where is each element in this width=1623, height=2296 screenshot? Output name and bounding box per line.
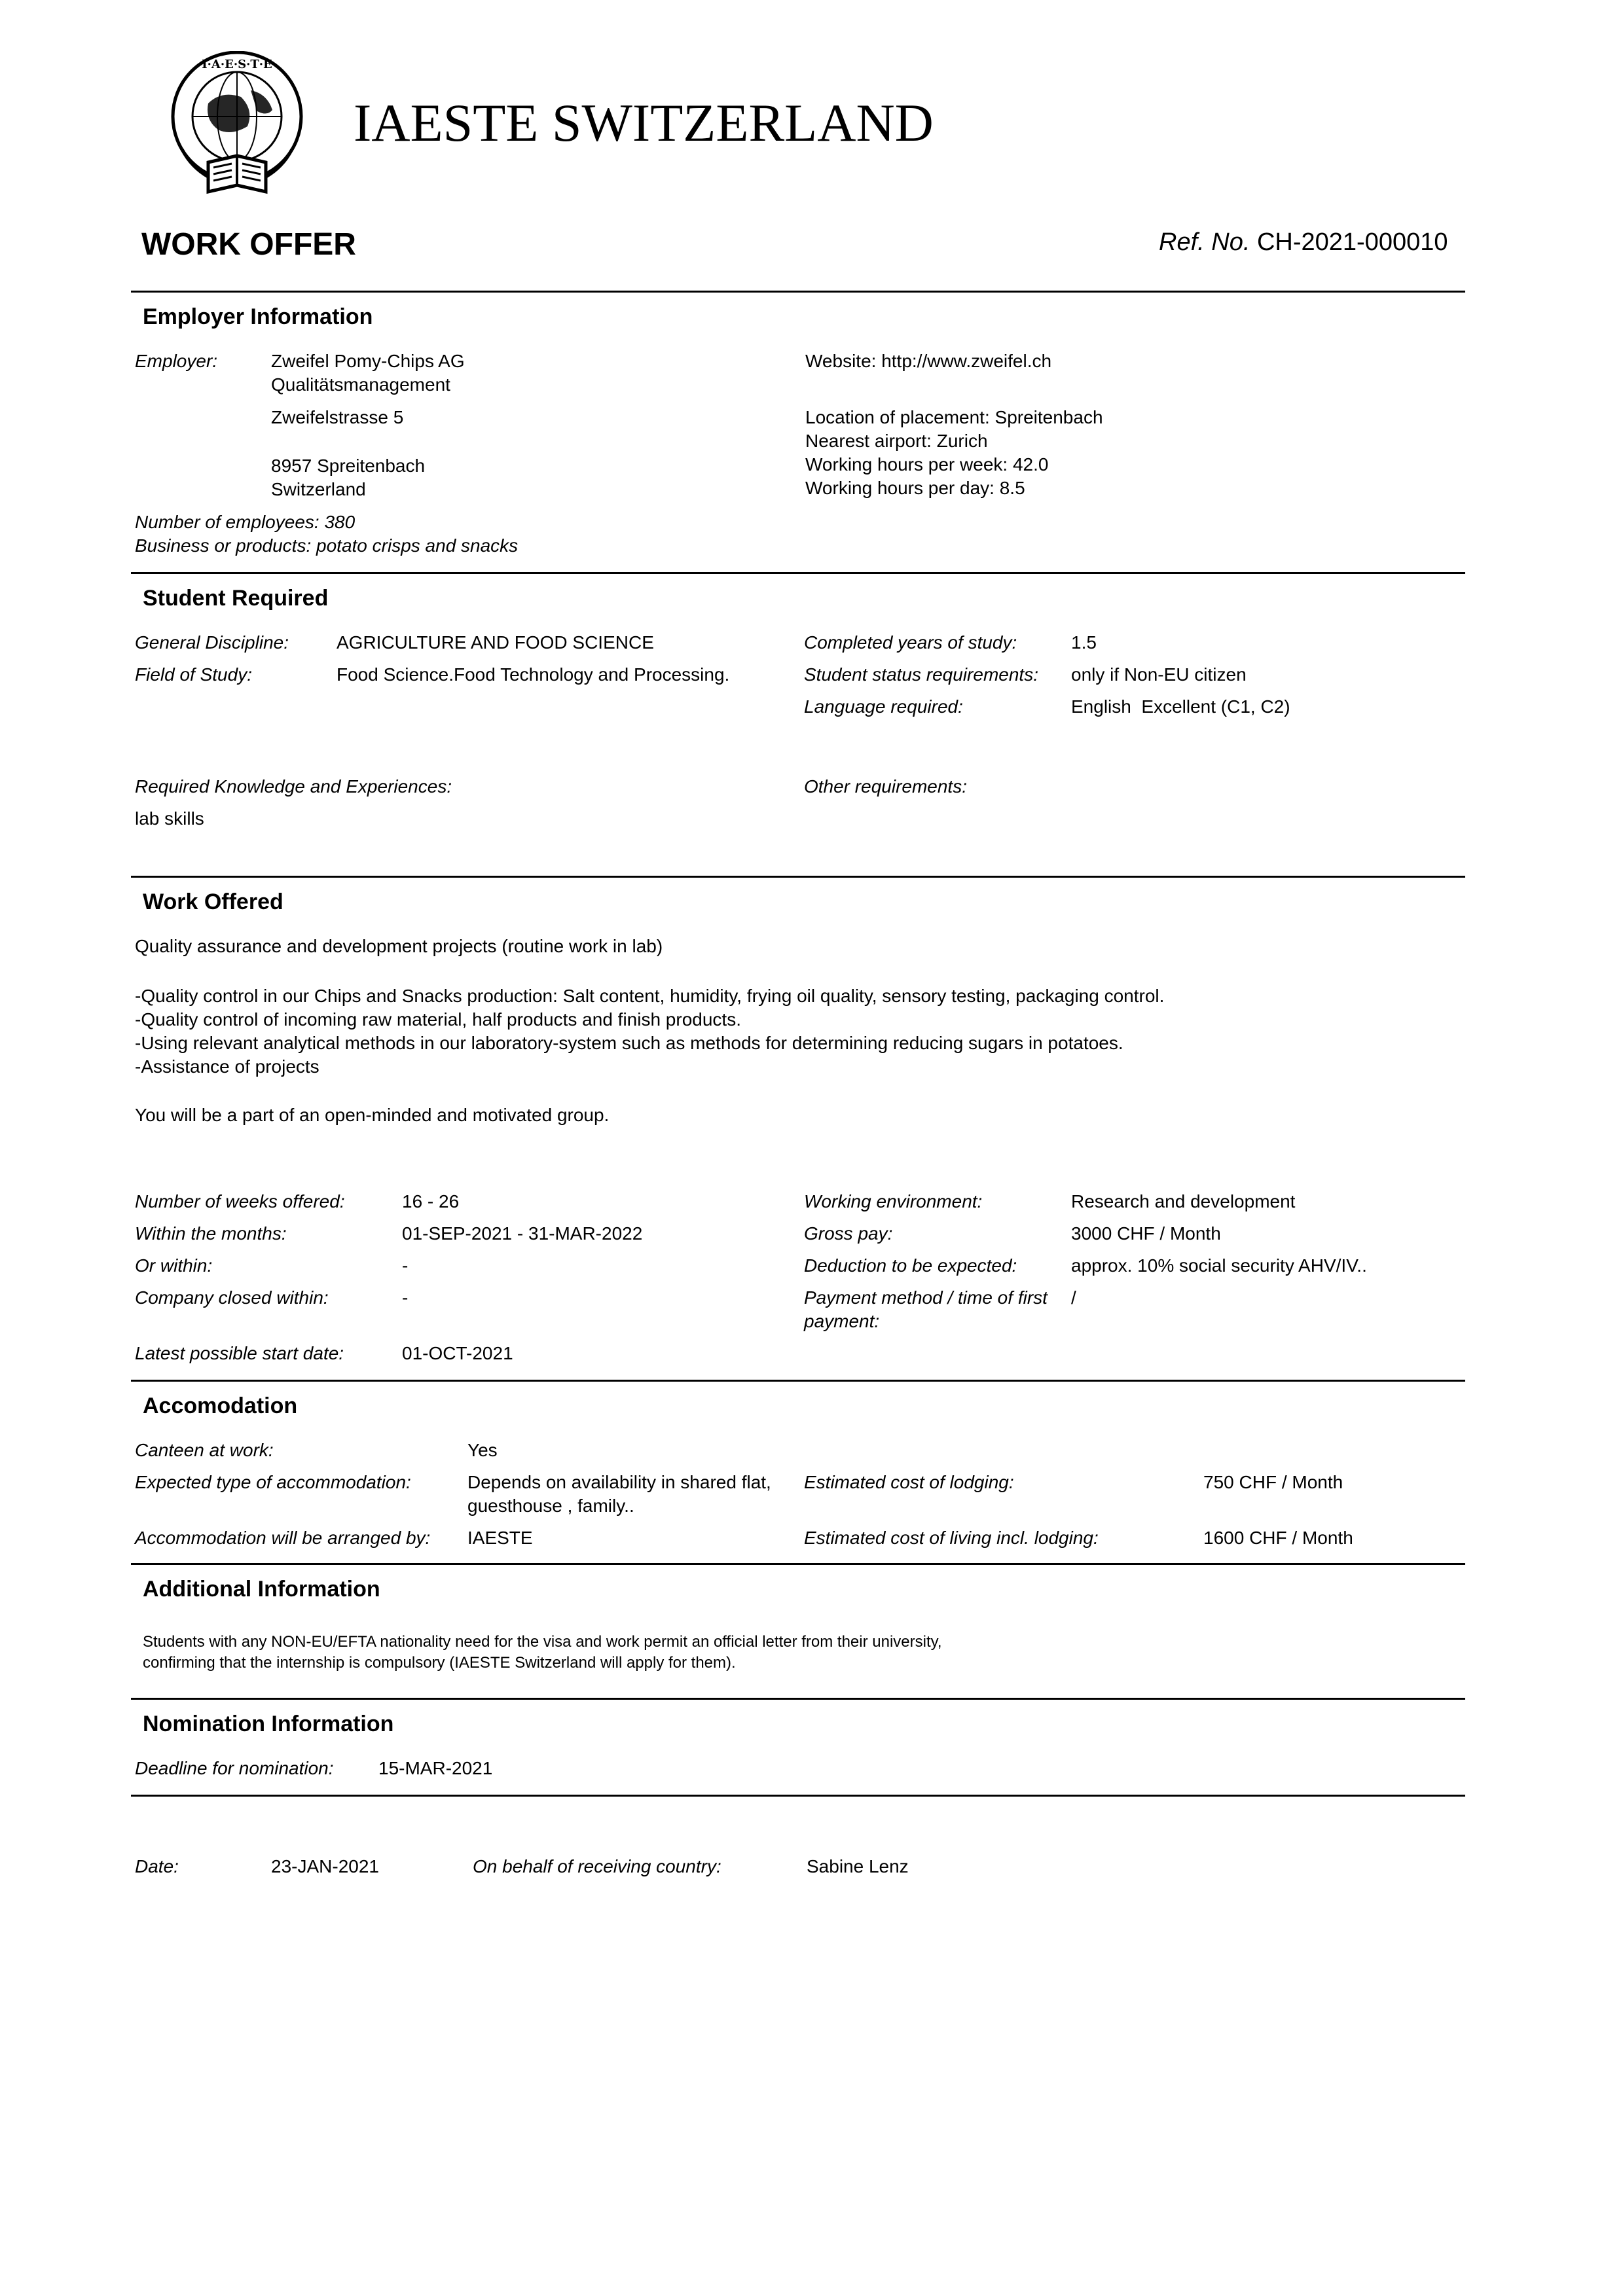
- iaeste-logo: [169, 51, 305, 200]
- arranged-by-value: IAESTE: [467, 1528, 533, 1548]
- employer-name: Zweifel Pomy-Chips AG: [271, 351, 465, 371]
- divider: [131, 1563, 1465, 1565]
- years-of-study-value: 1.5: [1071, 632, 1097, 653]
- reference-number: [1159, 226, 1448, 258]
- number-of-employees: Number of employees: 380: [135, 512, 356, 532]
- or-within-value: -: [402, 1255, 409, 1276]
- ref-label: Ref. No.: [1159, 228, 1250, 256]
- canteen-value: Yes: [467, 1440, 498, 1460]
- knowledge-value: lab skills: [135, 808, 204, 829]
- payment-method-label: Payment method / time of first: [804, 1287, 1048, 1308]
- date-label: Date:: [135, 1856, 179, 1876]
- environment-value: Research and development: [1071, 1191, 1296, 1211]
- business-products: Business or products: potato crisps and snacks: [135, 535, 519, 556]
- placement-location: Location of placement: Spreitenbach: [805, 407, 1103, 427]
- months-value: 01-SEP-2021 - 31-MAR-2022: [402, 1223, 643, 1244]
- employer-country: Switzerland: [271, 479, 366, 499]
- arranged-by-label: Accommodation will be arranged by:: [135, 1528, 431, 1548]
- or-within-label: Or within:: [135, 1255, 213, 1276]
- date-value: 23-JAN-2021: [271, 1856, 379, 1876]
- work-bullet: -Using relevant analytical methods in our laboratory-system such as methods for determining reducing sugars in potatoes.: [135, 1033, 1123, 1053]
- divider: [131, 291, 1465, 293]
- student-status-label: Student status requirements:: [804, 664, 1038, 685]
- lodging-cost-label: Estimated cost of lodging:: [804, 1472, 1014, 1492]
- nomination-section-title: Nomination Information: [143, 1712, 394, 1736]
- student-status-value: only if Non-EU citizen: [1071, 664, 1247, 685]
- gross-pay-label: Gross pay:: [804, 1223, 893, 1244]
- employer-department: Qualitätsmanagement: [271, 374, 450, 395]
- field-of-study-value: Food Science.Food Technology and Processing.: [337, 664, 730, 685]
- work-bullet: -Quality control of incoming raw material, half products and finish products.: [135, 1009, 741, 1030]
- additional-section-title: Additional Information: [143, 1577, 380, 1602]
- accommodation-type-label: Expected type of accommodation:: [135, 1472, 411, 1492]
- language-label: Language required:: [804, 696, 963, 717]
- work-closing: You will be a part of an open-minded and motivated group.: [135, 1105, 610, 1125]
- additional-text-cont: confirming that the internship is compulsory (IAESTE Switzerland will apply for them).: [143, 1654, 736, 1672]
- months-label: Within the months:: [135, 1223, 287, 1244]
- discipline-label: General Discipline:: [135, 632, 289, 653]
- behalf-label: On behalf of receiving country:: [473, 1856, 721, 1876]
- employer-label: Employer:: [135, 351, 218, 371]
- field-of-study-label: Field of Study:: [135, 664, 252, 685]
- accommodation-section-title: Accomodation: [143, 1393, 298, 1418]
- company-closed-label: Company closed within:: [135, 1287, 329, 1308]
- living-cost-value: 1600 CHF / Month: [1203, 1528, 1353, 1548]
- discipline-value: AGRICULTURE AND FOOD SCIENCE: [337, 632, 654, 653]
- employer-city: 8957 Spreitenbach: [271, 456, 426, 476]
- accommodation-type-value-cont: guesthouse , family..: [467, 1496, 634, 1516]
- deduction-label: Deduction to be expected:: [804, 1255, 1017, 1276]
- payment-method-value: /: [1071, 1287, 1076, 1308]
- divider: [131, 1380, 1465, 1382]
- divider: [131, 1795, 1465, 1797]
- employer-website: Website: http://www.zweifel.ch: [805, 351, 1052, 371]
- student-section-title: Student Required: [143, 586, 329, 611]
- gross-pay-value: 3000 CHF / Month: [1071, 1223, 1221, 1244]
- living-cost-label: Estimated cost of living incl. lodging:: [804, 1528, 1099, 1548]
- deadline-label: Deadline for nomination:: [135, 1758, 334, 1778]
- canteen-label: Canteen at work:: [135, 1440, 274, 1460]
- deduction-value: approx. 10% social security AHV/IV..: [1071, 1255, 1367, 1276]
- years-of-study-label: Completed years of study:: [804, 632, 1017, 653]
- lodging-cost-value: 750 CHF / Month: [1203, 1472, 1343, 1492]
- payment-method-label-cont: payment:: [804, 1311, 880, 1331]
- work-bullet: -Assistance of projects: [135, 1056, 319, 1077]
- divider: [131, 572, 1465, 574]
- knowledge-label: Required Knowledge and Experiences:: [135, 776, 452, 797]
- work-section-title: Work Offered: [143, 889, 283, 914]
- other-requirements-label: Other requirements:: [804, 776, 967, 797]
- nearest-airport: Nearest airport: Zurich: [805, 431, 988, 451]
- ref-value: CH-2021-000010: [1256, 228, 1448, 256]
- accommodation-type-value: Depends on availability in shared flat,: [467, 1472, 771, 1492]
- work-bullet: -Quality control in our Chips and Snacks production: Salt content, humidity, frying oil quality, sensory testing, packaging control.: [135, 986, 1165, 1006]
- working-hours-week: Working hours per week: 42.0: [805, 454, 1049, 475]
- divider: [131, 1698, 1465, 1700]
- latest-start-label: Latest possible start date:: [135, 1343, 344, 1363]
- weeks-label: Number of weeks offered:: [135, 1191, 345, 1211]
- additional-text: Students with any NON-EU/EFTA nationality need for the visa and work permit an official letter from their university,: [143, 1633, 942, 1651]
- company-closed-value: -: [402, 1287, 409, 1308]
- employer-section-title: Employer Information: [143, 304, 373, 329]
- behalf-value: Sabine Lenz: [807, 1856, 909, 1876]
- weeks-value: 16 - 26: [402, 1191, 460, 1211]
- logo-lettering: I·A·E·S·T·E: [202, 58, 272, 71]
- work-intro: Quality assurance and development projects (routine work in lab): [135, 936, 663, 956]
- deadline-value: 15-MAR-2021: [378, 1758, 493, 1778]
- latest-start-value: 01-OCT-2021: [402, 1343, 513, 1363]
- employer-street: Zweifelstrasse 5: [271, 407, 404, 427]
- working-hours-day: Working hours per day: 8.5: [805, 478, 1025, 498]
- org-title: IAESTE SWITZERLAND: [354, 93, 934, 152]
- language-value: English Excellent (C1, C2): [1071, 696, 1290, 717]
- environment-label: Working environment:: [804, 1191, 983, 1211]
- doc-title: WORK OFFER: [141, 227, 356, 262]
- divider: [131, 876, 1465, 878]
